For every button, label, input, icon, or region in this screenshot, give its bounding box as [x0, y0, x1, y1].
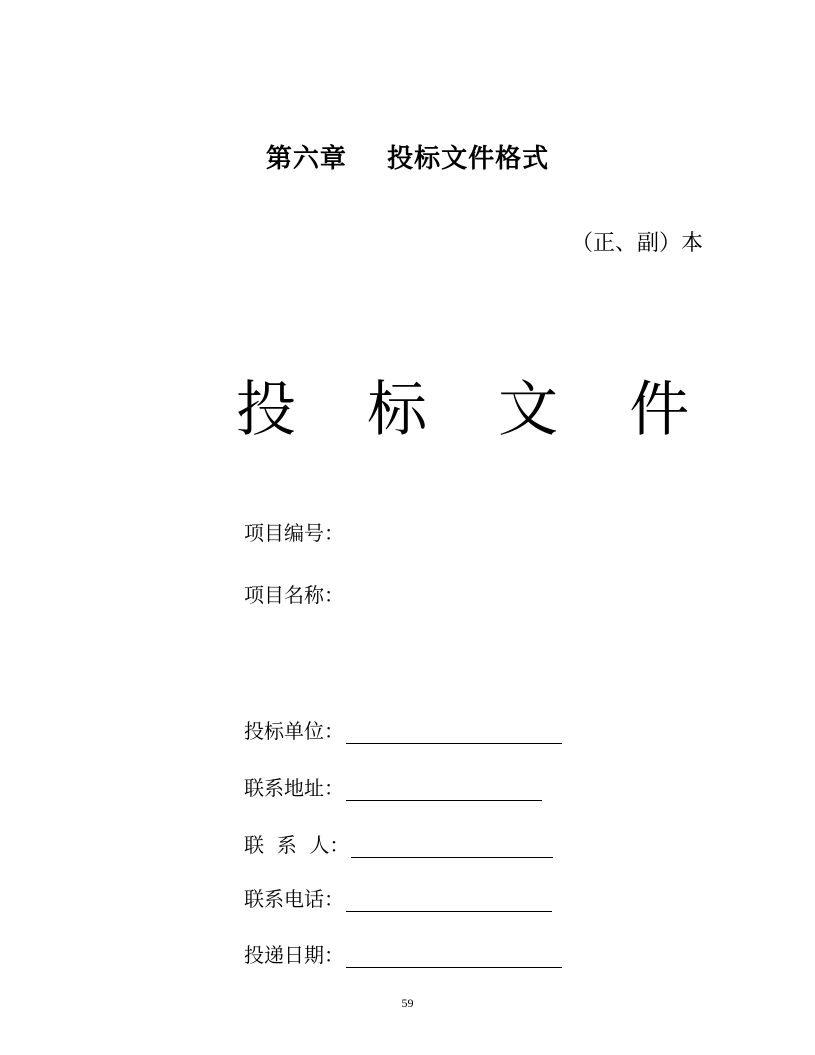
project-number-label: 项目编号： [244, 521, 344, 545]
chapter-title: 第六章 投标文件格式 [265, 144, 550, 174]
contact-phone-label: 联系电话： [244, 887, 344, 911]
contact-phone-blank-line[interactable] [346, 887, 552, 912]
delivery-date-label: 投递日期： [244, 943, 344, 967]
contact-address-label: 联系地址： [244, 776, 344, 800]
bidder-unit-label: 投标单位： [244, 719, 344, 743]
contact-person-field [244, 832, 553, 858]
page-number: 59 [401, 996, 414, 1010]
contact-address-field [244, 775, 542, 801]
main-title: 投 标 文 件 [236, 375, 716, 445]
project-name-label: 项目名称： [244, 583, 344, 607]
delivery-date-field [244, 942, 562, 968]
project-name-field [244, 582, 344, 608]
bidder-unit-blank-line[interactable] [346, 719, 562, 744]
project-number-field [244, 520, 344, 546]
contact-person-blank-line[interactable] [351, 833, 553, 858]
contact-phone-field [244, 886, 552, 912]
contact-person-label: 联 系 人： [244, 833, 350, 857]
bidder-unit-field [244, 718, 562, 744]
copy-type-label: （正、副）本 [570, 231, 703, 256]
contact-address-blank-line[interactable] [346, 776, 542, 801]
delivery-date-blank-line[interactable] [346, 943, 562, 968]
